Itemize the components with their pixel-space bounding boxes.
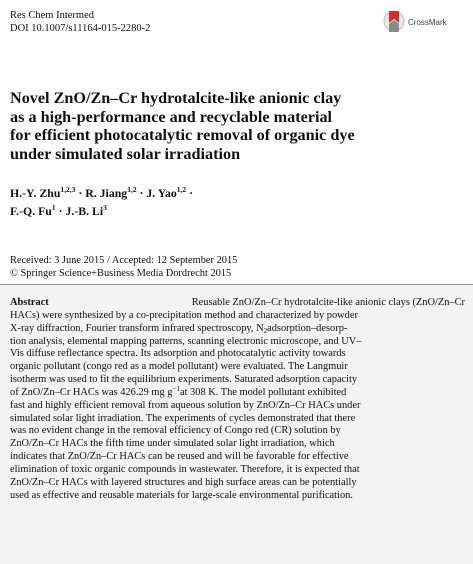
author-name[interactable]: F.-Q. Fu: [10, 204, 52, 218]
author-name[interactable]: H.-Y. Zhu: [10, 186, 61, 200]
abstract-line: simulated solar light irradiation. The experiments of cycles demonstrated that there: [10, 412, 356, 424]
crossmark-badge[interactable]: [383, 8, 463, 38]
author-separator: ·: [58, 204, 63, 218]
title-line: under simulated solar irradiation: [10, 144, 241, 163]
author-separator: ·: [78, 186, 83, 200]
author-list: [10, 184, 465, 220]
title-line: as a high-performance and recyclable material: [10, 107, 333, 126]
abstract-line: indicates that ZnO/Zn–Cr HACs can be reused and will be favorable for effective: [10, 451, 349, 463]
title-line: Novel ZnO/Zn–Cr hydrotalcite-like anionic clay: [10, 89, 342, 107]
abstract-label: Abstract: [10, 297, 49, 308]
author-affiliation: 1,2: [176, 185, 187, 194]
author-name[interactable]: R. Jiang: [85, 186, 128, 200]
abstract-line: tion analysis, elemental mapping patterns, scanning electronic microscope, and UV–: [10, 335, 362, 347]
abstract-text: at 308 K. The model pollutant exhibited: [179, 386, 347, 398]
abstract-line: fast and highly efficient removal from aqueous solution by ZnO/Zn–Cr HACs under: [10, 399, 361, 411]
received-accepted: Received: 3 June 2015 / Accepted: 12 September 2015: [10, 255, 238, 266]
doi[interactable]: DOI 10.1007/s11164-015-2280-2: [10, 23, 151, 34]
author-name[interactable]: J.-B. Li: [65, 204, 104, 218]
author-name[interactable]: J. Yao: [146, 186, 177, 200]
abstract-line: ZnO/Zn–Cr HACs with layered structures and high surface areas can be potentially: [10, 476, 357, 488]
crossmark-label: CrossMark: [408, 18, 447, 27]
abstract-line: isotherm was used to fit the equilibrium experiments. Saturated adsorption capacity: [10, 374, 358, 386]
title-line: for efficient photocatalytic removal of organic dye: [10, 126, 355, 145]
abstract-line: was no evident change in the removal efficiency of Congo red (CR) solution by: [10, 425, 341, 437]
publication-dates: [10, 255, 237, 280]
superscript: −1: [172, 384, 180, 393]
abstract-text: of ZnO/Zn–Cr HACs was 426.29 mg g: [10, 386, 173, 398]
copyright-line: © Springer Science+Business Media Dordrecht 2015: [10, 267, 232, 279]
author-affiliation: 1,2: [127, 185, 137, 194]
journal-header: [10, 9, 150, 35]
abstract-line: Reusable ZnO/Zn–Cr hydrotalcite-like anionic clays (ZnO/Zn–Cr: [191, 297, 465, 308]
abstract-text: adsorption–desorp-: [267, 322, 348, 334]
abstract-text: X-ray diffraction, Fourier transform infrared spectroscopy, N: [10, 322, 264, 334]
abstract: [10, 297, 465, 503]
abstract-line: HACs) were synthesized by a co-precipitation method and characterized by powder: [10, 309, 358, 321]
author-affiliation: 1,2,3: [60, 185, 76, 194]
abstract-line: ZnO/Zn–Cr HACs the fifth time under simulated solar light irradiation, which: [10, 438, 335, 450]
abstract-line: organic pollutant (congo red as a model pollutant) were evaluated. The Langmuir: [10, 361, 348, 373]
subscript: 2: [263, 326, 268, 335]
abstract-line: elimination of toxic organic compounds in wastewater. Therefore, it is expected that: [10, 463, 360, 475]
abstract-line: [10, 384, 347, 400]
author-separator: ·: [139, 186, 144, 200]
abstract-line: used as effective and reusable materials for large-scale environmental purification.: [10, 489, 353, 501]
abstract-line: [10, 323, 347, 336]
journal-name: Res Chem Intermed: [10, 10, 94, 21]
author-separator: ·: [189, 186, 194, 200]
author-affiliation: 3: [103, 203, 107, 212]
crossmark-icon: [383, 8, 405, 36]
article-title: [10, 89, 465, 163]
abstract-line: Vis diffuse reflectance spectra. Its adsorption and photocatalytic activity towards: [10, 348, 346, 360]
author-affiliation: 1: [51, 203, 56, 212]
